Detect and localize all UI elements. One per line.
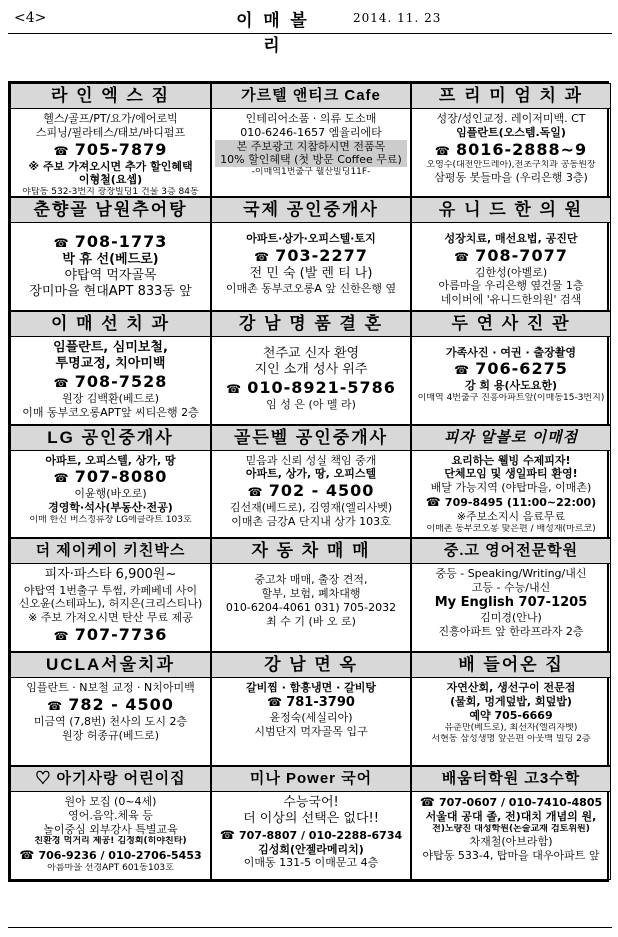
ad-cell xyxy=(10,425,211,539)
ad-line: 유춘만(베드로), 최선자(엘리자벳) xyxy=(444,722,578,733)
ad-line: 김선재(베드로), 김영재(엘리사벳) xyxy=(229,501,393,515)
ad-line: 놀이중심 외부강사 특별교육 xyxy=(43,822,178,836)
ad-title: 자 동 차 매 매 xyxy=(212,539,410,564)
ad-line: 원아 모집 (0~4세) xyxy=(64,795,157,809)
ad-line: 중고차 매매, 출장 견적, xyxy=(254,573,368,587)
ad-line: 원장 허종규(베드로) xyxy=(61,728,160,742)
ad-line: 임 성 은 (아 멜 라) xyxy=(266,398,356,412)
ad-title: 강 남 명 품 결 혼 xyxy=(212,312,410,337)
header-rule xyxy=(8,33,612,34)
ad-line: 더 이상의 선택은 없다!! xyxy=(243,811,379,827)
ad-line: 박 휴 선(베드로) xyxy=(62,251,159,267)
ad-cell xyxy=(411,652,611,766)
ad-address: 이매 동부코오롱APT앞 씨티은행 2층 xyxy=(22,405,199,419)
ad-line: 차재철(아브라함) xyxy=(469,835,553,849)
page-header xyxy=(8,6,608,55)
ad-line: 갈비찜 · 함흥냉면 · 갈비탕 xyxy=(246,681,376,695)
ad-address: 삼평동 봇들마을 (우리은행 3층) xyxy=(434,170,588,184)
ad-line: 임플란트 · N보철 교정 · N치아미백 xyxy=(26,681,195,695)
ad-line: 전 민 숙 (발 렌 티 나) xyxy=(249,265,373,281)
ad-cell xyxy=(211,538,411,652)
ad-line: 본 주보광고 지참하시면 전품목 xyxy=(215,140,407,154)
ad-title: 라 인 엑 스 짐 xyxy=(11,84,210,109)
ad-title: 가르텔 앤티크 Cafe xyxy=(212,84,410,109)
ad-phone: ☎ 707-0607 / 010-7410-4805 xyxy=(415,795,607,810)
ad-line: 투명교정, 치아미백 xyxy=(55,355,166,371)
ad-grid xyxy=(8,81,609,882)
ad-line: 가족사진 · 여권 · 출장촬영 xyxy=(446,345,576,359)
ad-line: 김미경(안나) xyxy=(480,611,542,625)
ad-cell xyxy=(10,197,211,311)
ad-line: 이형철(요셉) xyxy=(78,173,143,187)
ad-phone: ☎ 8016-2888~9 xyxy=(415,140,607,160)
ad-phone: ☎ 781-3790 xyxy=(215,695,407,711)
ad-address: 서현동 삼성생명 앞은편 아웃백 빌딩 2층 xyxy=(431,733,591,744)
ad-line: 친환경 먹거리 제공! 김정희(히야친타) xyxy=(34,836,187,847)
ad-line: 헬스/골프/PT/요가/에어로빅 xyxy=(43,112,178,125)
ad-line: 단체모임 및 생일파티 환영! xyxy=(444,467,578,481)
ad-line: 천주교 신자 환영 xyxy=(262,345,360,361)
ad-title: 유 니 드 한 의 원 xyxy=(412,198,610,223)
ad-phone: ☎ 706-6275 xyxy=(415,359,607,379)
ad-address: 이매동 131-5 이매문고 4층 xyxy=(243,856,379,870)
ad-line: 피자·파스타 6,900원~ xyxy=(44,567,177,583)
issue-date: 2014. 11. 23 xyxy=(353,11,442,25)
ad-line: 스피닝/필라테스/태보/바디펌프 xyxy=(35,125,186,139)
ad-address: 진흥아파트 앞 한라프라자 2층 xyxy=(438,624,584,638)
ad-phone: My English 707-1205 xyxy=(434,594,588,610)
ad-phone: ☎ 706-9236 / 010-2706-5453 xyxy=(14,848,207,863)
ad-line: ※ 주보 가져오시면 탄산 무료 제공 xyxy=(28,611,193,625)
ad-cell xyxy=(411,311,611,425)
ad-line: 10% 할인혜택 (첫 방문 Coffee 무료) xyxy=(215,153,407,167)
ad-line: 아파트, 오피스텔, 상가, 땅 xyxy=(45,453,176,467)
ad-phone: ☎ 703-2277 xyxy=(215,246,407,266)
ad-line: 네이버에 '유니드한의원' 검색 xyxy=(440,293,582,307)
ad-line: 야탑역 먹자골목 xyxy=(64,268,157,284)
ad-address: 야탑동 533-4, 탑마을 대우아파트 앞 xyxy=(422,848,600,862)
ad-phone: 010-6246-1657 엠율리에타 xyxy=(240,125,382,139)
ad-line: 지인 소개 성사 위주 xyxy=(254,361,368,377)
ad-phone: ☎ 705-7879 xyxy=(14,140,207,160)
ad-line: 오영수(대전안드레아),전초구치과 공동원장 xyxy=(426,159,596,170)
ad-cell xyxy=(411,83,611,197)
ad-line: 중등 - Speaking/Writing/내신 xyxy=(435,567,587,581)
ad-cell xyxy=(10,766,211,880)
ad-line: 원장 김백환(베드로) xyxy=(61,392,160,406)
ad-title: 춘향골 남원추어탕 xyxy=(11,198,210,223)
ad-line: 아파트, 상가, 땅, 오피스텔 xyxy=(245,467,377,481)
ad-cell xyxy=(411,766,611,880)
ad-line: 믿음과 신뢰 성실 책임 중개 xyxy=(245,453,377,467)
ad-title: 배 들어온 집 xyxy=(412,653,610,678)
ad-address: 이매촌 동부코오롱 맞은편 / 배성재(마르코) xyxy=(426,523,596,534)
ad-title: 미나 Power 국어 xyxy=(212,767,410,792)
ad-address: 아름마을 선경APT 601동103호 xyxy=(47,862,174,873)
ad-line: 임플란트(오스템.독일) xyxy=(456,125,566,139)
ad-line: 미금역 (7,8번) 천사의 도시 2층 xyxy=(33,715,188,729)
page-number: <4> xyxy=(14,10,47,26)
ad-phone: ☎ 707-8807 / 010-2288-6734 xyxy=(215,828,407,843)
ad-cell xyxy=(211,425,411,539)
ad-address: 아름마을 우리은행 옆건물 1층 xyxy=(438,279,584,293)
ad-cell xyxy=(211,311,411,425)
ad-phone: ☎ 010-8921-5786 xyxy=(215,378,407,398)
ad-phone: 010-6204-4061 031) 705-2032 xyxy=(225,600,397,614)
ad-line: 김성희(안젤라메리치) xyxy=(258,842,364,856)
ad-line: 윤정숙(세실리아) xyxy=(269,711,353,725)
ad-line: 야탑역 1번출구 투썸, 카페베네 사이 xyxy=(23,583,198,597)
ad-line: 수능국어! xyxy=(283,795,339,811)
ad-line: ※ 주보 가져오시면 추가 할인혜택 xyxy=(28,159,193,173)
ad-title: LG 공인중개사 xyxy=(11,426,210,451)
ad-cell xyxy=(211,197,411,311)
ad-title: 중.고 영어전문학원 xyxy=(412,539,610,564)
ad-title: ♡ 아기사랑 어린이집 xyxy=(11,767,210,792)
ad-address: 장미마을 현대APT 833동 앞 xyxy=(29,284,192,300)
ad-line: 요리하는 웰빙 수제피자! xyxy=(451,453,571,467)
ad-title: 피자 알볼로 이매점 xyxy=(412,426,610,451)
ad-cell xyxy=(211,766,411,880)
ad-title: UCLA서울치과 xyxy=(11,653,210,678)
ad-address: 이매촌 금강A 단지내 상가 103호 xyxy=(231,514,391,528)
ad-phone: ☎ 708-7077 xyxy=(415,246,607,266)
ad-line: 김한성(아벨로) xyxy=(474,265,548,279)
ad-title: 골든벨 공인중개사 xyxy=(212,426,410,451)
ad-title: 국제 공인중개사 xyxy=(212,198,410,223)
ad-line: 할부, 보험, 폐차대행 xyxy=(261,587,361,601)
ad-title: 배움터학원 고3수학 xyxy=(412,767,610,792)
bulletin-title: 이 매 볼 리 xyxy=(236,11,310,55)
ad-cell xyxy=(411,197,611,311)
ad-line: 전)노량진 대성학원(논술교재 검토위원) xyxy=(432,823,590,834)
ad-cell xyxy=(10,538,211,652)
ad-line: 최 수 기 (바 오 로) xyxy=(266,614,356,628)
ad-line: 아파트·상가·오피스텔·토지 xyxy=(246,231,376,245)
ad-phone: ☎ 782 - 4500 xyxy=(14,695,207,715)
ad-line: 배달 가능지역 (야탑마을, 이매촌) xyxy=(430,481,592,495)
ad-title: 두 연 사 진 관 xyxy=(412,312,610,337)
ad-line: 성장치료, 매선요법, 공진단 xyxy=(444,231,578,245)
ad-cell xyxy=(211,83,411,197)
ad-phone: 예약 705-6669 xyxy=(469,708,553,722)
ad-line: 자연산회, 생선구이 전문점 xyxy=(446,681,576,695)
ad-line: 서울대 공대 졸, 전)대치 개념의 원, xyxy=(425,810,597,824)
ad-phone: ☎ 709-8495 (11:00~22:00) xyxy=(415,495,607,510)
ad-cell xyxy=(10,83,211,197)
ad-cell xyxy=(10,652,211,766)
footer-rule xyxy=(8,927,612,928)
ad-line: 성장/성인교정. 레이저미백. CT xyxy=(436,112,586,125)
ad-title: 프 리 미 엄 치 과 xyxy=(412,84,610,109)
ad-address: 이매 한신 버스정류장 LG에클라트 103호 xyxy=(29,514,192,525)
ad-line: ※주보소지시 음료무료 xyxy=(456,509,566,523)
ad-phone: ☎ 702 - 4500 xyxy=(215,481,407,501)
ad-title: 이 매 선 치 과 xyxy=(11,312,210,337)
ad-cell xyxy=(211,652,411,766)
ad-phone: ☎ 707-7736 xyxy=(14,625,207,645)
ad-phone: ☎ 708-7528 xyxy=(14,372,207,392)
ad-title: 더 제이케이 키친박스 xyxy=(11,539,210,564)
ad-address: 이매촌 동부코오롱A 앞 신한은행 옆 xyxy=(225,281,397,295)
ad-title: 강 남 면 옥 xyxy=(212,653,410,678)
ad-cell xyxy=(411,425,611,539)
ad-address: 이매역 4번출구 진흥아파트앞(이매동15-3번지) xyxy=(417,393,605,404)
ad-address: 야탑동 532-3번지 광장빌딩1 건물 3층 84동 xyxy=(22,187,199,197)
ad-line: 이윤행(바오로) xyxy=(74,487,147,501)
ad-line: 신오윤(스테파노), 허지은(크리스티나) xyxy=(18,597,203,611)
ad-line: 영어.음악.체육 등 xyxy=(68,808,153,822)
ad-line: 고등 - 수능/내신 xyxy=(471,581,551,595)
ad-line: (물회, 멍게덮밥, 회덮밥) xyxy=(450,695,572,709)
ad-line: 강 희 용(사도요한) xyxy=(464,379,558,393)
ad-phone: ☎ 708-1773 xyxy=(14,232,207,252)
ad-cell xyxy=(411,538,611,652)
ad-phone: ☎ 707-8080 xyxy=(14,467,207,487)
ad-cell xyxy=(10,311,211,425)
ad-line: 임플란트, 심미보철, xyxy=(53,339,168,355)
ad-line: 경영학·석사(부동산·전공) xyxy=(48,501,173,515)
ad-address: 시범단지 먹자골목 입구 xyxy=(254,725,368,739)
ad-line: 인테리어소품 · 의류 도소매 xyxy=(245,112,377,125)
ad-address: -이매역1번출구 웰산빌딩11F- xyxy=(251,167,371,177)
